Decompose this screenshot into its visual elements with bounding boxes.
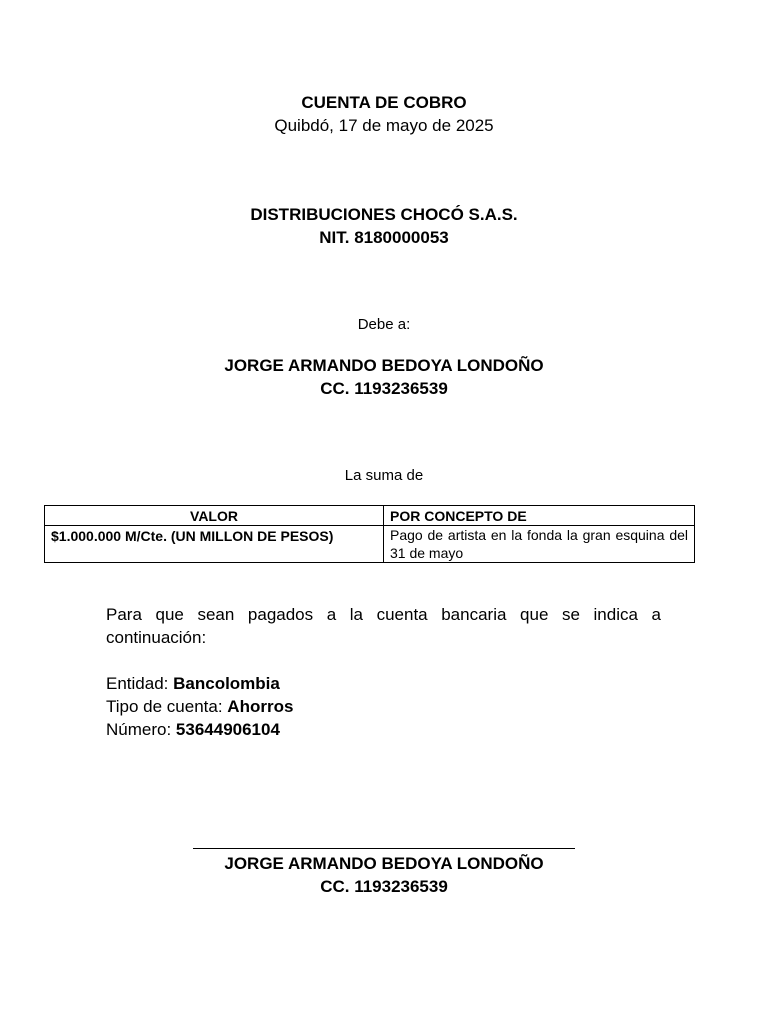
signature-name: JORGE ARMANDO BEDOYA LONDOÑO (224, 854, 544, 873)
table-header-row (45, 506, 695, 526)
cell-valor: $1.000.000 M/Cte. (UN MILLON DE PESOS) (45, 526, 384, 563)
entidad-value: Bancolombia (173, 674, 280, 693)
tipo-label: Tipo de cuenta: (106, 697, 223, 716)
bank-entidad-line (106, 672, 280, 695)
header-valor: VALOR (45, 506, 384, 526)
signature-cc: CC. 1193236539 (320, 877, 448, 896)
cell-concepto: Pago de artista en la fonda la gran esquina del 31 de mayo (384, 526, 695, 563)
bank-tipo-line (106, 695, 293, 718)
document-title: CUENTA DE COBRO (301, 93, 467, 112)
table-row (45, 526, 695, 563)
signature-line (193, 848, 575, 849)
debtor-nit: NIT. 8180000053 (319, 228, 449, 247)
place-date: Quibdó, 17 de mayo de 2025 (274, 116, 494, 135)
tipo-value: Ahorros (227, 697, 294, 716)
entidad-label: Entidad: (106, 674, 169, 693)
creditor-name: JORGE ARMANDO BEDOYA LONDOÑO (224, 356, 544, 375)
suma-label: La suma de (344, 467, 424, 484)
numero-value: 53644906104 (175, 720, 280, 739)
payment-instructions: Para que sean pagados a la cuenta bancaria que se indica a continuación: (106, 605, 661, 647)
payment-table (44, 505, 695, 563)
creditor-cc: CC. 1193236539 (320, 379, 448, 398)
debtor-name: DISTRIBUCIONES CHOCÓ S.A.S. (250, 205, 518, 224)
debe-label: Debe a: (357, 316, 411, 333)
header-concepto: POR CONCEPTO DE (384, 506, 695, 526)
numero-label: Número: (106, 720, 172, 739)
bank-numero-line (106, 718, 280, 741)
